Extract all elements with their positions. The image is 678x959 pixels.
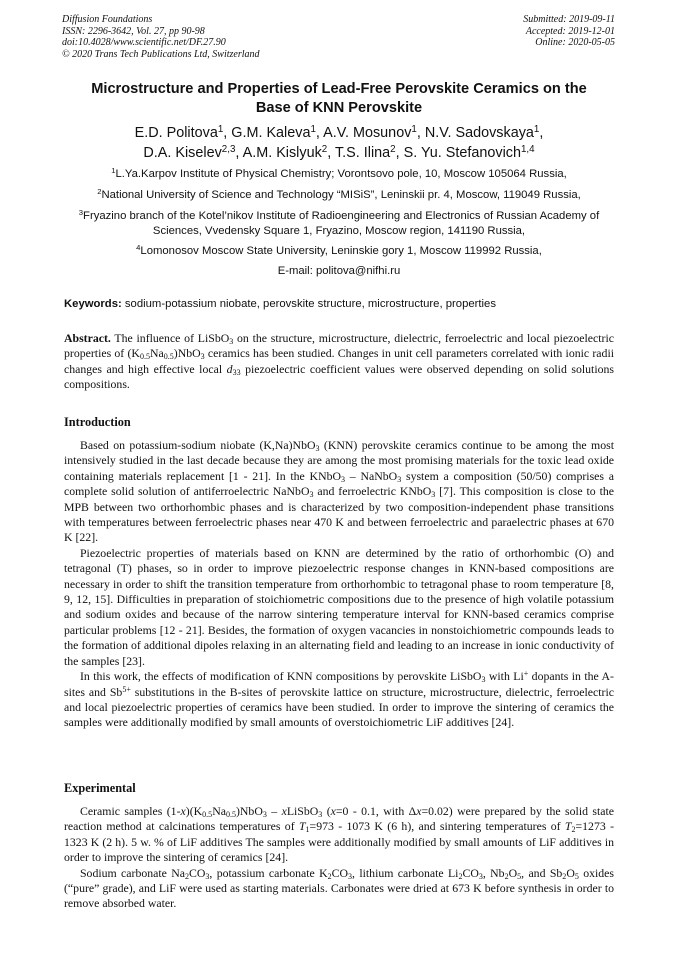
paragraph-text: [7]. This composition is close to the MPB between two orthorhombic phases and is characterized by two composition-independent phase transitions with temperatures between ferroelectric phases near 470 K and between ferroelectric and paraelectric phases at 670 K [22]. bbox=[64, 484, 614, 545]
affiliation-number: 4 bbox=[136, 243, 141, 253]
paragraph-text: LiSbO bbox=[286, 804, 319, 818]
author-affiliation-mark: 1 bbox=[217, 124, 224, 136]
paragraph-text: Ceramic samples (1- bbox=[80, 804, 181, 818]
author-name: S. Yu. Stefanovich bbox=[403, 144, 521, 161]
abstract-text: The influence of LiSbO bbox=[114, 331, 230, 345]
subscript: 33 bbox=[232, 367, 241, 377]
superscript: 5+ bbox=[122, 684, 131, 694]
affiliation-text: Fryazino branch of the Kotel’nikov Institute of Radioengineering and Electronics of Russian Academy of Sciences, Vvedensky Square 1, Fryazino, Moscow region, 141190 Russia, bbox=[83, 210, 600, 237]
paragraph: Piezoelectric properties of materials based on KNN are determined by the ratio of orthorhombic (O) and tetragonal (T) phases, so in order to improve piezoelectric response changes in KNN-based compositions are necessary in order to shift the transition temperature from orthorhombic to tetragonal phase to room temperature [8, 9, 12, 15]. Difficulties in preparation of stoichiometric compositions due to the presence of high volatile potassium and sodium oxides and because of the narrow sintering temperature interval for KNN-based ceramics comprise particular problems [12 - 21]. Besides, the formation of oxygen vacancies in nonstoichiometric compounds leads to the formation of additional dipoles relaxing in an alternating field and leading to an increase in ionic conductivity of the samples [23]. bbox=[64, 545, 614, 668]
journal-name: Diffusion Foundations bbox=[62, 14, 153, 25]
paragraph-text: =1273 - 1323 K (2 h). 5 w. % of LiF additives The samples were additionally modified by small amounts of LiF additives in order to improve the sintering of ceramics [24]. bbox=[64, 819, 615, 865]
subscript: 3 bbox=[341, 474, 346, 484]
contact-email: E-mail: politova@nifhi.ru bbox=[277, 265, 401, 277]
paragraph-text: with Li bbox=[485, 669, 524, 684]
paragraph bbox=[64, 804, 614, 866]
experimental-body bbox=[64, 804, 614, 912]
author-name: T.S. Ilina bbox=[334, 144, 391, 161]
affiliation-text: L.Ya.Karpov Institute of Physical Chemistry; Vorontsovo pole, 10, Moscow 105064 Russia, bbox=[115, 168, 567, 180]
author-line: D.A. Kiselev$^{2,3}$, A.M. Kislyuk$^2$, T.S. Ilina$^2$, S. Yu. Stefanovich$^{1,4}$ bbox=[143, 143, 535, 161]
subscript: 3 bbox=[262, 809, 267, 819]
paragraph bbox=[64, 866, 614, 912]
subscript: 0.5 bbox=[163, 352, 174, 362]
paragraph-text: oxides (“pure” grade), and LiF were used as starting materials. Carbonates were dried at 673 K before synthesis in order to remove absorbed water. bbox=[64, 865, 615, 911]
paragraph-text: (KNN) perovskite ceramics continue to be among the most intensively studied in the last decade because they are among the most promising materials for the toxic lead oxide containing materials replacement [1 - 21]. In the KNbO bbox=[64, 438, 614, 483]
subscript: 5 bbox=[517, 871, 522, 881]
paragraph-text: , lithium carbonate Li bbox=[352, 865, 459, 880]
author-affiliation-mark: 2,3 bbox=[221, 143, 236, 155]
subscript: 0.5 bbox=[202, 809, 213, 819]
author-affiliation-mark: 2 bbox=[390, 143, 396, 155]
paragraph-text: O bbox=[508, 865, 518, 880]
affiliation-2 bbox=[30, 188, 648, 203]
italic-symbol: T bbox=[564, 819, 572, 834]
subscript: 3 bbox=[481, 674, 486, 684]
paper-title-line: Base of KNN Perovskite bbox=[255, 100, 423, 116]
paragraph-text: In this work, the effects of modification of KNN compositions by perovskite LiSbO bbox=[80, 669, 482, 684]
italic-symbol: x bbox=[180, 804, 186, 818]
paragraph-text: =973 - 1073 K (6 h), and sintering temperatures of bbox=[309, 819, 565, 834]
author-name: N.V. Sadovskaya bbox=[424, 125, 534, 141]
author-list bbox=[40, 124, 638, 163]
journal-copyright: © 2020 Trans Tech Publications Ltd, Switzerland bbox=[62, 48, 260, 60]
author-line: E.D. Politova$^1$, G.M. Kaleva$^1$, A.V. Mosunov$^1$, N.V. Sadovskaya$^1$, bbox=[134, 124, 544, 141]
paragraph-text: Na bbox=[212, 804, 226, 818]
author-affiliation-mark: 1,4 bbox=[520, 143, 535, 155]
abstract bbox=[64, 331, 614, 393]
author-affiliation-mark: 1 bbox=[310, 124, 316, 136]
subscript: 3 bbox=[229, 336, 234, 346]
affiliation-1 bbox=[30, 167, 648, 182]
journal-header-right bbox=[523, 14, 615, 49]
affiliation-3 bbox=[75, 209, 603, 239]
abstract-text: )NbO bbox=[173, 346, 201, 361]
paragraph-text: – bbox=[266, 804, 282, 818]
paragraph-text: =0 - 0.1, with Δ bbox=[335, 804, 417, 818]
paragraph-text: CO bbox=[189, 865, 206, 880]
paragraph-text: , and Sb bbox=[521, 865, 563, 880]
subscript: 3 bbox=[397, 474, 402, 484]
introduction-body bbox=[64, 438, 614, 731]
italic-symbol: x bbox=[416, 804, 422, 818]
affiliation-4 bbox=[30, 244, 648, 259]
subscript: 2 bbox=[571, 825, 576, 835]
paragraph-text: O bbox=[566, 865, 575, 880]
italic-symbol: x bbox=[330, 804, 336, 818]
paragraph-text: Sodium carbonate Na bbox=[80, 865, 185, 880]
affiliation-number: 3 bbox=[78, 208, 84, 218]
italic-symbol: T bbox=[298, 819, 306, 834]
affiliation-text: Lomonosov Moscow State University, Leninskie gory 1, Moscow 119992 Russia, bbox=[140, 245, 542, 257]
paragraph-text: CO bbox=[331, 865, 349, 880]
subscript: 2 bbox=[185, 871, 190, 881]
submitted-date: Submitted: 2019-09-11 bbox=[523, 14, 615, 25]
paragraph-text: – NaNbO bbox=[345, 468, 398, 483]
author-affiliation-mark: 2 bbox=[321, 143, 328, 155]
subscript: 5 bbox=[574, 871, 579, 881]
author-affiliation-mark: 1 bbox=[533, 124, 540, 136]
author-name: A.M. Kislyuk bbox=[242, 144, 322, 161]
subscript: 3 bbox=[348, 871, 353, 881]
paragraph-text: ( bbox=[322, 804, 331, 818]
superscript: + bbox=[523, 669, 529, 679]
subscript: 3 bbox=[431, 489, 436, 499]
italic-symbol: x bbox=[281, 804, 287, 818]
paragraph-text: CO bbox=[462, 865, 479, 880]
author-name: G.M. Kaleva bbox=[231, 125, 311, 141]
paragraph-text: )(K bbox=[185, 804, 203, 818]
subscript: 2 bbox=[562, 871, 567, 881]
section-heading-experimental: Experimental bbox=[64, 781, 136, 795]
subscript: 3 bbox=[478, 871, 483, 881]
affiliation-text: National University of Science and Technology “MISiS”, Leninskii pr. 4, Moscow, 119049 Russia, bbox=[101, 189, 581, 201]
journal-issn: ISSN: 2296-3642, Vol. 27, pp 90-98 bbox=[62, 25, 205, 37]
paragraph-text: substitutions in the B-sites of perovskite lattice on structure, microstructure, dielectric, ferroelectric and local piezoelectric properties of ceramics have been studied. In order to improve the sintering of ceramics the samples were additionally modified by small amounts of overstoichiometric LiF additives [24]. bbox=[64, 684, 614, 730]
abstract-text: Na bbox=[149, 346, 164, 361]
abstract-text: ceramics has been studied. Changes in unit cell parameters correlated with ionic radii changes and high effective local bbox=[64, 346, 614, 376]
paragraph-text: system a composition (50/50) comprises a complete solid solution of antiferroelectric NaNbO bbox=[64, 468, 614, 499]
keywords bbox=[64, 297, 624, 311]
affiliation-number: 2 bbox=[97, 187, 102, 197]
paragraph-text: =0.02) were prepared by the solid state reaction method at calcinations temperatures of bbox=[64, 804, 615, 834]
subscript: 2 bbox=[504, 871, 509, 881]
subscript: 3 bbox=[309, 489, 314, 499]
abstract-text: piezoelectric coefficient values were observed depending on solid solutions compositions. bbox=[64, 361, 614, 392]
subscript: 2 bbox=[458, 871, 463, 881]
journal-header-left bbox=[62, 14, 260, 60]
paragraph bbox=[64, 438, 614, 546]
subscript: 1 bbox=[305, 825, 310, 835]
paper-title-line: Microstructure and Properties of Lead-Free Perovskite Ceramics on the bbox=[91, 81, 587, 97]
subscript: 2 bbox=[327, 871, 332, 881]
online-date: Online: 2020-05-05 bbox=[535, 37, 615, 49]
keywords-text: sodium-potassium niobate, perovskite structure, microstructure, properties bbox=[124, 298, 496, 310]
accepted-date: Accepted: 2019-12-01 bbox=[525, 25, 615, 37]
subscript: 3 bbox=[200, 352, 205, 362]
journal-doi: doi:10.4028/www.scientific.net/DF.27.90 bbox=[62, 37, 226, 49]
section-heading-introduction: Introduction bbox=[64, 415, 131, 429]
italic-symbol: d bbox=[226, 361, 233, 376]
abstract-label: Abstract. bbox=[64, 331, 111, 345]
subscript: 0.5 bbox=[225, 809, 236, 819]
paragraph-text: Based on potassium-sodium niobate (K,Na)NbO bbox=[80, 438, 316, 452]
paragraph-text: , Nb bbox=[482, 865, 505, 880]
author-name: D.A. Kiselev bbox=[143, 144, 222, 161]
subscript: 3 bbox=[318, 809, 323, 819]
author-affiliation-mark: 1 bbox=[411, 124, 417, 136]
subscript: 0.5 bbox=[139, 352, 150, 362]
paper-title bbox=[40, 80, 638, 118]
keywords-label: Keywords: bbox=[64, 298, 122, 310]
paragraph-text: and ferroelectric KNbO bbox=[313, 484, 432, 499]
affiliation-number: 1 bbox=[111, 166, 116, 176]
author-name: A.V. Mosunov bbox=[323, 125, 412, 141]
author-name: E.D. Politova bbox=[134, 125, 218, 141]
paragraph-text: dopants in the A-sites and Sb bbox=[64, 669, 614, 699]
paragraph bbox=[64, 669, 614, 731]
abstract-text: on the structure, microstructure, dielectric, ferroelectric and local piezoelectric properties of (K bbox=[64, 331, 614, 361]
paragraph-text: , potassium carbonate K bbox=[209, 865, 328, 880]
subscript: 3 bbox=[205, 871, 210, 881]
subscript: 3 bbox=[315, 443, 320, 453]
paragraph-text: )NbO bbox=[235, 804, 263, 818]
